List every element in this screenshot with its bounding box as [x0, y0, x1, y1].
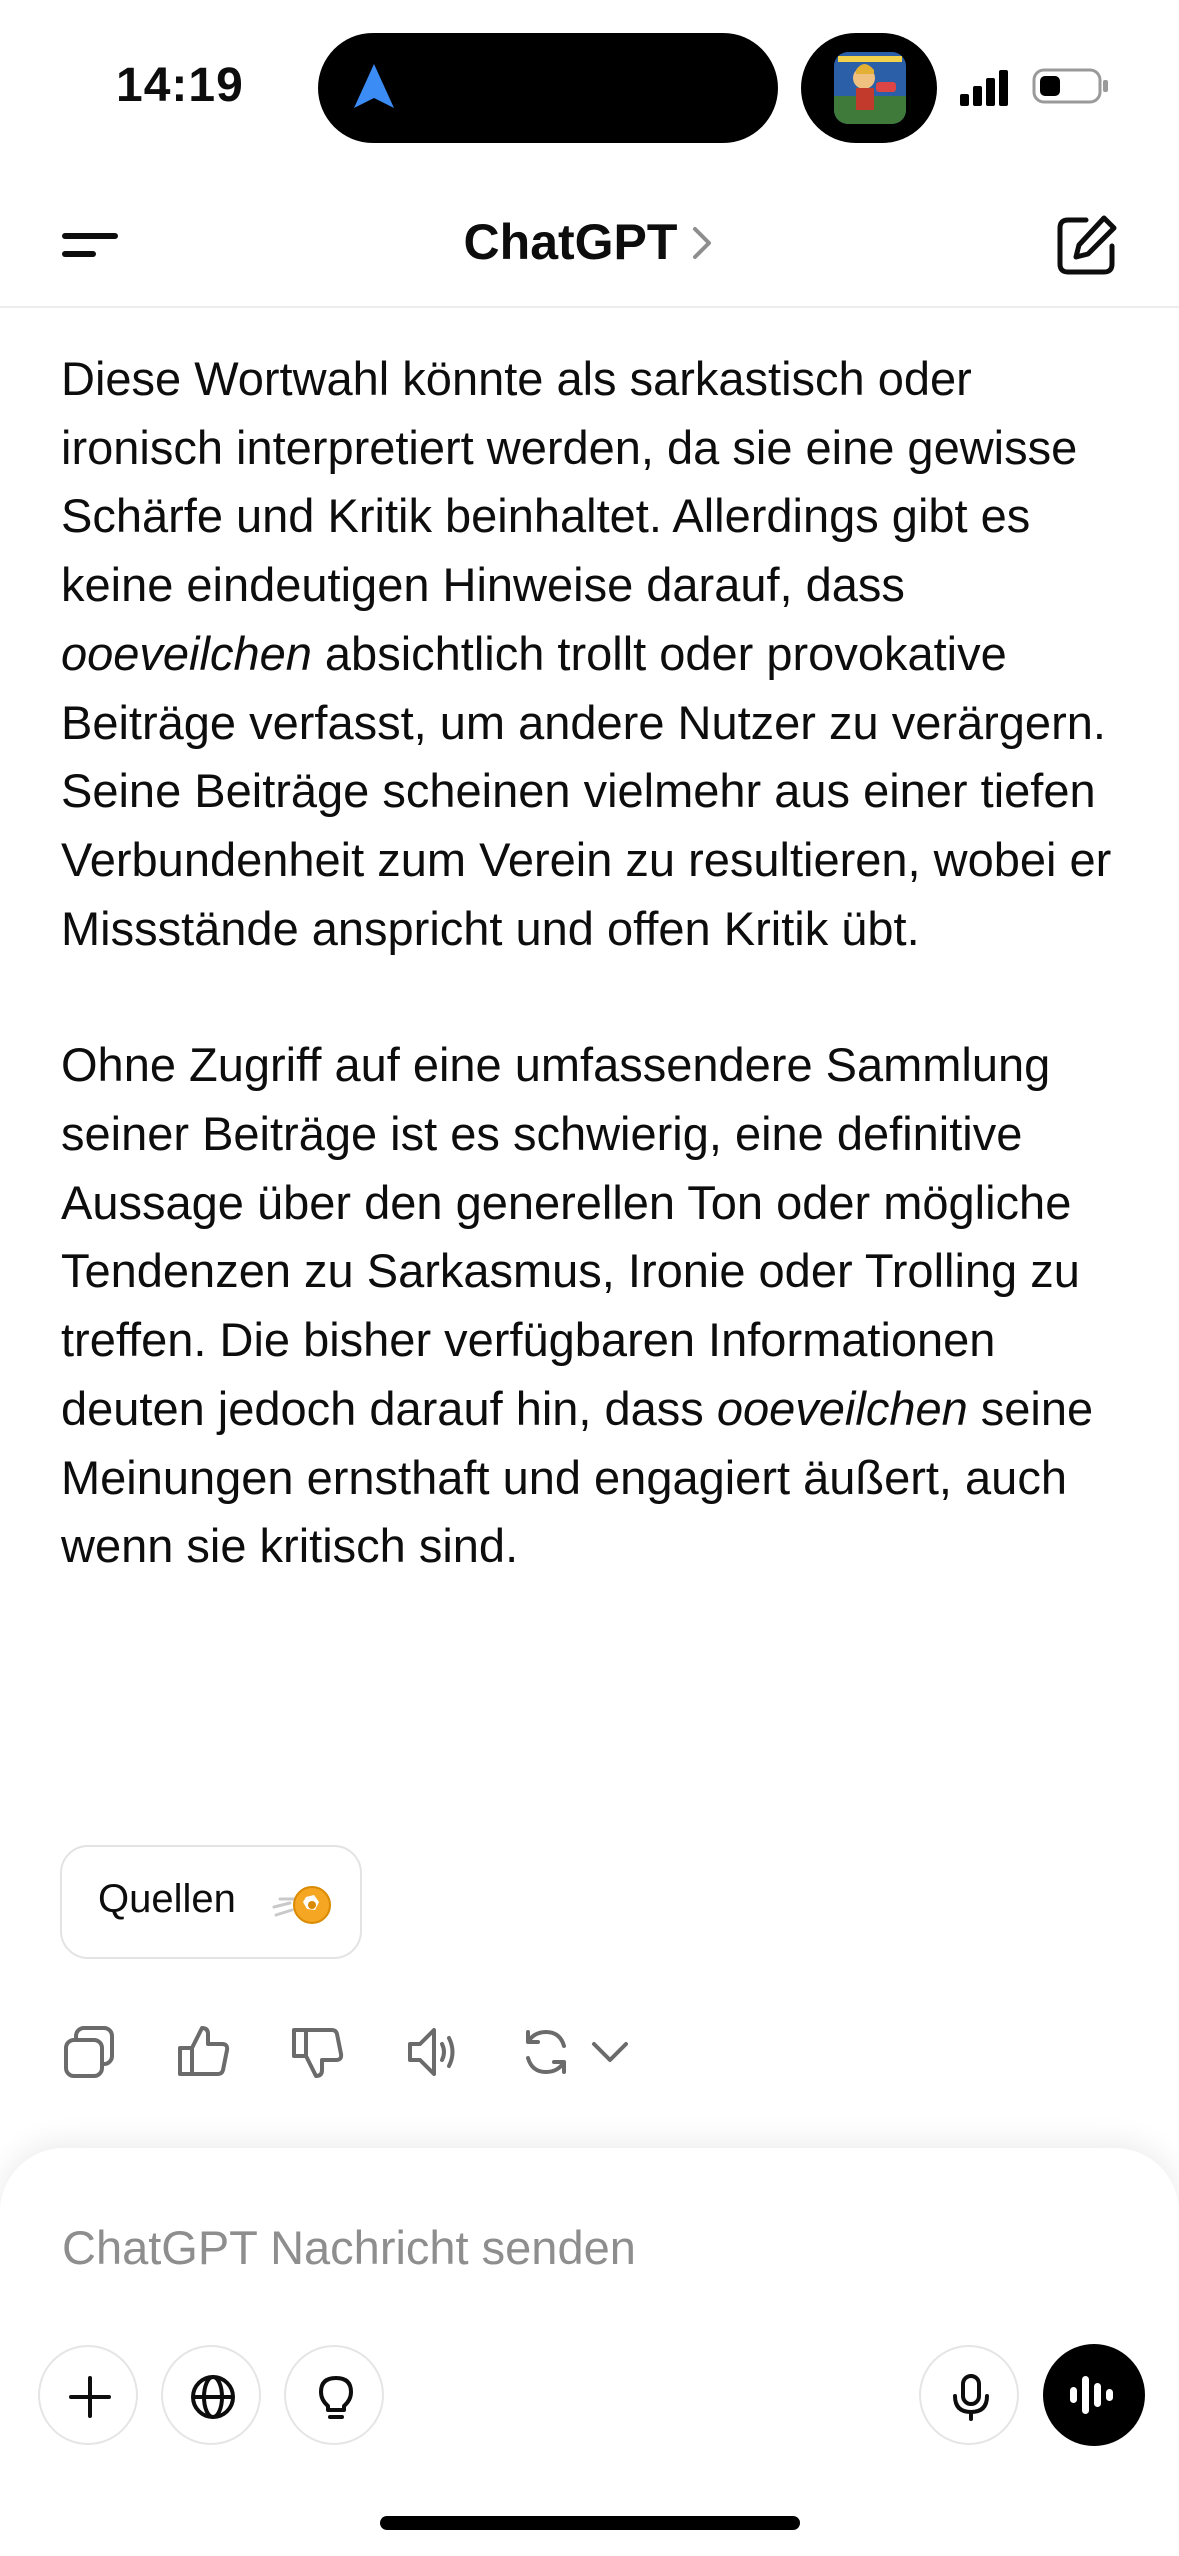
new-chat-icon[interactable]	[1050, 210, 1122, 282]
app-thumbnail	[834, 52, 906, 124]
username-emphasis: ooeveilchen	[61, 626, 312, 680]
globe-icon	[188, 2372, 238, 2422]
chat-header	[0, 175, 1179, 308]
plus-icon	[65, 2372, 115, 2422]
message-paragraph: Ohne Zugriff auf eine umfassendere Sammlung seiner Beiträge ist es schwierig, eine definitive Aussage über den generellen Ton oder mögliche Tendenzen zu Sarkasmus, Ironie oder Trolling zu treffen. Die bisher verfügbaren Informationen deuten jedoch darauf hin, dass ooeveilchen seine Meinungen ernsthaft und engagiert äußert, auch wenn sie kritisch sind.	[61, 1038, 1094, 1573]
search-web-button[interactable]	[161, 2345, 261, 2445]
speaker-icon[interactable]	[402, 2022, 462, 2082]
status-time: 14:19	[116, 59, 244, 112]
cellular-signal-icon	[958, 68, 1014, 108]
header-title: ChatGPT	[463, 214, 678, 270]
battery-icon	[1032, 66, 1110, 106]
microphone-icon	[946, 2372, 996, 2422]
chevron-right-icon	[689, 225, 715, 261]
thumbs-up-icon[interactable]	[174, 2022, 234, 2082]
status-bar	[0, 0, 1179, 175]
assistant-message	[61, 345, 1121, 1581]
copy-icon[interactable]	[60, 2022, 120, 2082]
navigation-arrow-icon	[352, 62, 396, 112]
sources-label: Quellen	[98, 1877, 236, 1921]
message-paragraph: Diese Wortwahl könnte als sarkastisch oder ironisch interpretiert werden, da sie eine gewisse Schärfe und Kritik beinhaltet. Allerdings gibt es keine eindeutigen Hinweise darauf, dass ooeveilchen absichtlich trollt oder provokative Beiträge verfasst, um andere Nutzer zu verärgern. Seine Beiträge scheinen vielmehr aus einer tiefen Verbundenheit zum Verein zu resultieren, wobei er Missstände anspricht und offen Kritik übt.	[61, 352, 1112, 955]
voice-mode-button[interactable]	[1043, 2344, 1145, 2446]
voice-mode-icon	[1068, 2370, 1120, 2420]
message-composer	[0, 2148, 1179, 2556]
dictate-button[interactable]	[919, 2345, 1019, 2445]
message-actions	[60, 2022, 660, 2082]
lightbulb-icon	[311, 2372, 361, 2422]
source-favicon-icon	[272, 1877, 336, 1931]
sources-button[interactable]	[60, 1845, 362, 1959]
model-selector[interactable]	[0, 213, 1179, 271]
attach-button[interactable]	[38, 2345, 138, 2445]
home-indicator	[380, 2516, 800, 2530]
reasoning-button[interactable]	[284, 2345, 384, 2445]
regenerate-icon[interactable]	[516, 2022, 576, 2082]
thumbs-down-icon[interactable]	[288, 2022, 348, 2082]
message-input[interactable]	[62, 2212, 1062, 2282]
chevron-down-icon[interactable]	[580, 2022, 640, 2082]
username-emphasis: ooeveilchen	[716, 1381, 968, 1435]
